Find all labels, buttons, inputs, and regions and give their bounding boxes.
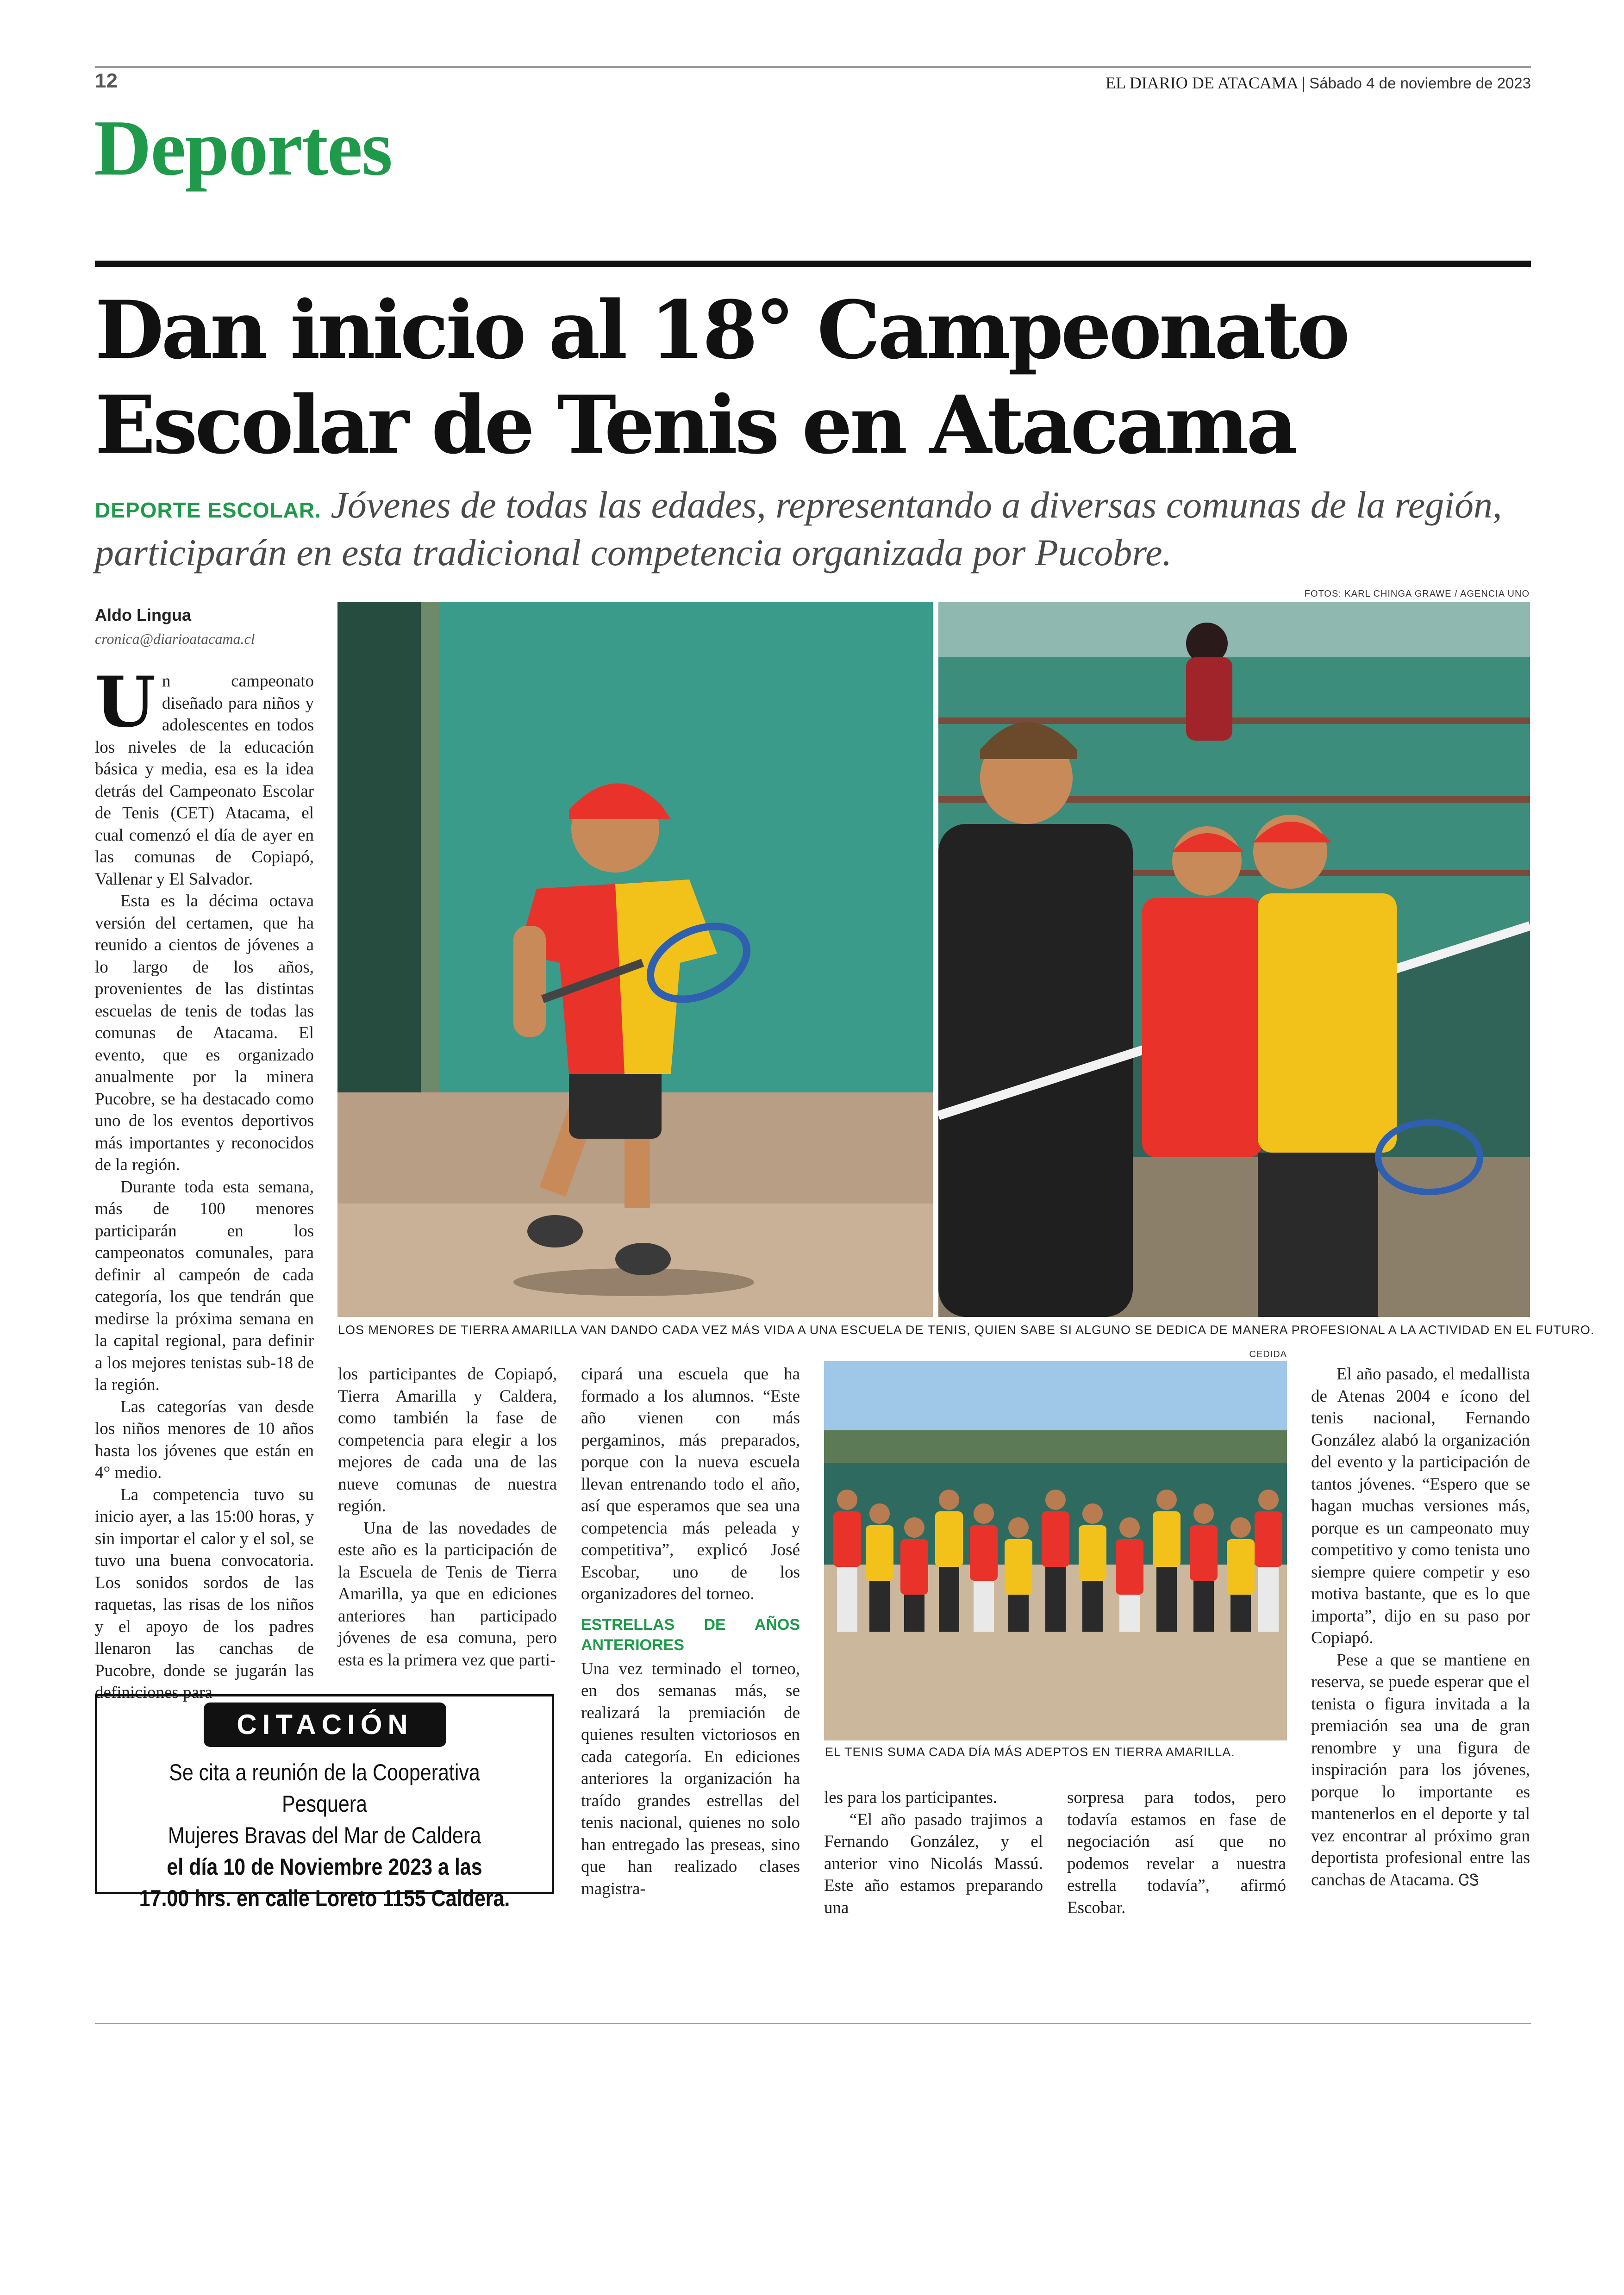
masthead — [1106, 73, 1531, 93]
masthead-separator: | — [1301, 74, 1305, 92]
column-1 — [95, 661, 314, 1704]
paragraph: sorpresa para todos, pero todavía estamos en fase de negociación así que no podemos revelar a nuestra estrella todavía”, afirmó Escobar. — [1067, 1788, 1286, 1917]
paragraph: “El año pasado trajimos a Fernando González, y el anterior vino Nicolás Massú. Este año estamos preparando una — [824, 1810, 1043, 1917]
photo-credit-group: CEDIDA — [1249, 1349, 1287, 1360]
column-6 — [1311, 1363, 1530, 1891]
heavy-rule — [95, 261, 1531, 267]
caption-top-photos: LOS MENORES DE TIERRA AMARILLA VAN DANDO CADA VEZ MÁS VIDA A UNA ESCUELA DE TENIS, QUIEN SABE SI ALGUNO SE DEDICA DE MANERA PROFESIONAL A LA ACTIVIDAD EN EL FUTURO. — [338, 1323, 1595, 1337]
citation-ad-text — [131, 1757, 518, 1914]
paragraph: cipará una escuela que ha formado a los alumnos. “Este año vienen con más pergaminos, más preparados, porque con la nueva escuela llevan entrenando todo el año, así que esperamos que sea una competencia más peleada y competitiva”, explicó José Escobar, uno de los organizadores del torneo. — [581, 1365, 800, 1603]
caption-group-photo: EL TENIS SUMA CADA DÍA MÁS ADEPTOS EN TIERRA AMARILLA. — [825, 1745, 1235, 1759]
column-3 — [581, 1363, 800, 1900]
byline-author: Aldo Lingua — [95, 605, 191, 624]
end-mark-icon: ᏣᏕ — [1458, 1871, 1480, 1890]
ad-line-bold: 17.00 hrs. en calle Loreto 1155 Caldera. — [139, 1885, 510, 1911]
ad-line: Mujeres Bravas del Mar de Caldera — [168, 1822, 481, 1848]
citation-ad-title: CITACIÓN — [204, 1703, 446, 1747]
drop-cap: U — [95, 661, 156, 743]
byline-email: cronica@diarioatacama.cl — [95, 630, 255, 647]
paragraph: los participantes de Copiapó, Tierra Amarilla y Caldera, como también la fase de competencia para elegir a los mejores de cada una de las nueve comunas de nuestra región. — [338, 1365, 557, 1515]
kicker: DEPORTE ESCOLAR. — [95, 498, 321, 522]
paragraph: Una de las novedades de este año es la participación de la Escuela de Tenis de Tierra Amarilla, ya que en ediciones anteriores han participado jóvenes de esa comuna, pero esta es la primera vez que parti- — [338, 1518, 557, 1670]
photo-credit: FOTOS: KARL CHINGA GRAWE / AGENCIA UNO — [1304, 589, 1530, 599]
deck-text: Jóvenes de todas las edades, representando a diversas comunas de la región, participarán en esta tradicional competencia organizada por Pucobre. — [95, 484, 1502, 574]
paragraph: Esta es la décima octava versión del certamen, que ha reunido a cientos de jóvenes a lo largo de los años, provenientes de las distintas escuelas de tenis de todas las comunas de Atacama. El evento, que es organizado anualmente por la minera Pucobre, se ha destacado como uno de los eventos deportivos más importantes y reconocidos de la región. — [95, 892, 314, 1174]
paragraph: El año pasado, el medallista de Atenas 2004 e ícono del tenis nacional, Fernando González alabó la organización del evento y la participación de tantos jóvenes. “Espero que se hagan muchas versiones más, porque es un campeonato muy competitivo y como tenista uno siempre quiere competir y eso motiva bastante, que es lo que importa”, dijo en su paso por Copiapó. — [1311, 1365, 1530, 1647]
paragraph: Las categorías van desde los niños menores de 10 años hasta los jóvenes que están en 4° medio. — [95, 1397, 314, 1482]
headline — [95, 282, 1530, 472]
deck — [95, 484, 1530, 574]
paragraph: Una vez terminado el torneo, en dos semanas más, se realizará la premiación de quienes resulten victoriosos en cada categoría. En ediciones anteriores la organización ha traído grandes estrellas del tenis nacional, quienes no solo han entregado las preseas, sino que han realizado clases magistra- — [581, 1659, 800, 1898]
photo-coach-kids — [938, 602, 1530, 1317]
issue-date: Sábado 4 de noviembre de 2023 — [1309, 75, 1531, 92]
column-5 — [1067, 1787, 1286, 1919]
ad-line-bold: el día 10 de Noviembre 2023 a las — [167, 1854, 482, 1880]
column-4 — [824, 1787, 1043, 1919]
headline-line-2: Escolar de Tenis en Atacama — [95, 378, 1295, 472]
paragraph: les para los participantes. — [824, 1788, 997, 1807]
photo-group — [824, 1361, 1287, 1740]
paragraph: Un campeonato diseñado para niños y adolescentes en todos los niveles de la educación básica y media, esa es la idea detrás del Campeonato Escolar de Tenis (CET) Atacama, el cual comenzó el día de ayer en las comunas de Copiapó, Vallenar y El Salvador. — [95, 661, 314, 889]
paragraph: La competencia tuvo su inicio ayer, a las 15:00 horas, y sin importar el calor y el sol, se tuvo una buena convocatoria. Los sonidos sordos de las raquetas, las risas de los niños y el apoyo de los padres llenaron las canchas de Pucobre, donde se jugarán las definiciones para — [95, 1485, 314, 1702]
bottom-rule — [95, 2023, 1531, 2024]
headline-line-1: Dan inicio al 18° Campeonato — [95, 283, 1348, 377]
paragraph: Durante toda esta semana, más de 100 menores participarán en los campeonatos comunales, para definir al campeón de cada categoría, los que tendrán que medirse la próxima semana en la capital regional, para definir a los mejores tenistas sub-18 de la región. — [95, 1177, 314, 1394]
photo-boy-racquet — [337, 602, 933, 1317]
section-title: Deportes — [94, 104, 392, 192]
subhead: ESTRELLAS DE AÑOS ANTERIORES — [581, 1615, 800, 1654]
page-number: 12 — [95, 69, 118, 92]
ad-line: Se cita a reunión de la Cooperativa Pesquera — [169, 1759, 480, 1817]
top-rule — [95, 66, 1531, 68]
column-2 — [338, 1363, 557, 1671]
paragraph: Pese a que se mantiene en reserva, se puede esperar que el tenista o figura invitada a la premiación sea una de gran renombre y una figura de inspiración para los jóvenes, porque lo importante es mantenerlos en el deporte y tal vez encontrar al próximo gran deportista profesional entre las canchas de Atacama. ᏣᏕ — [1311, 1650, 1530, 1890]
publication-name: EL DIARIO DE ATACAMA — [1106, 74, 1298, 92]
